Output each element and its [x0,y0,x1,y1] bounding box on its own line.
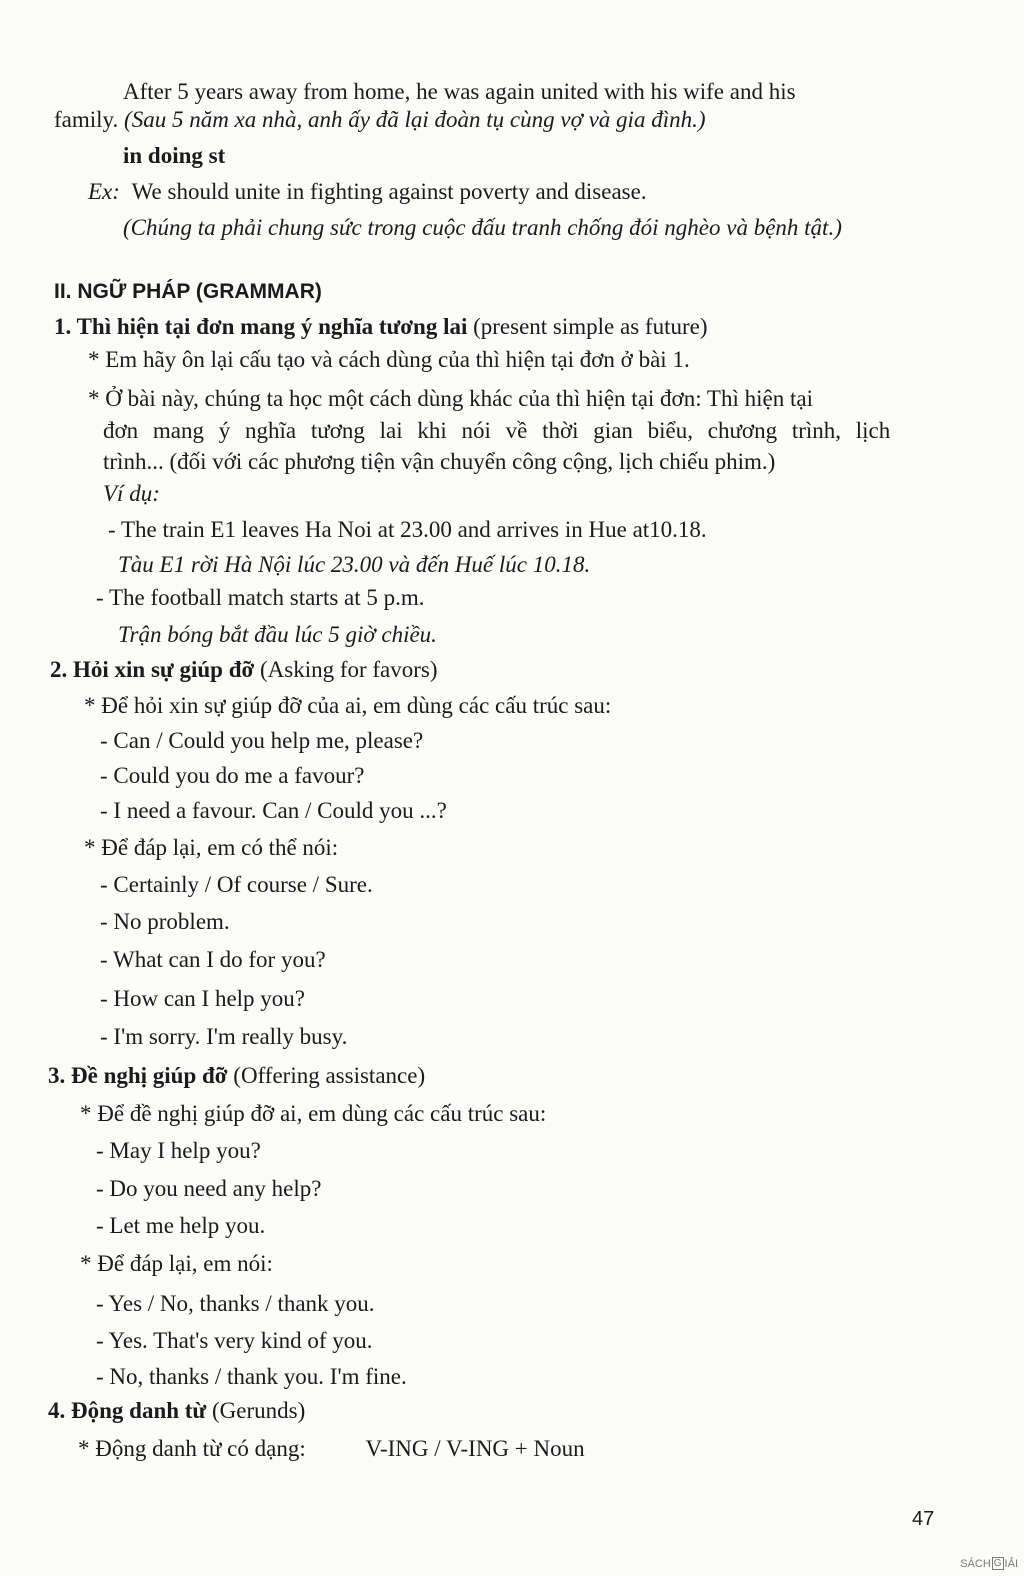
subheading-present-simple-future: 1. Thì hiện tại đơn mang ý nghĩa tương lai (present simple as future) [54,314,708,339]
translation: (Chúng ta phải chung sức trong cuộc đấu tranh chống đói nghèo và bệnh tật.) [123,215,842,240]
translation: Trận bóng bắt đầu lúc 5 giờ chiều. [118,622,437,647]
bullet-note: * Để đề nghị giúp đỡ ai, em dùng các cấu trúc sau: [80,1101,547,1126]
bullet-note: * Ở bài này, chúng ta học một cách dùng khác của thì hiện tại đơn: Thì hiện tại [88,386,813,411]
phrase-item: - No problem. [100,909,230,934]
subheading-asking-for-favors: 2. Hỏi xin sự giúp đỡ (Asking for favors) [50,657,438,682]
bullet-note: * Em hãy ôn lại cấu tạo và cách dùng của thì hiện tại đơn ở bài 1. [88,347,690,372]
page-number: 47 [912,1508,935,1530]
paragraph-line: đơn mang ý nghĩa tương lai khi nói về thời gian biểu, chương trình, lịch [103,418,891,443]
example-sentence: - The train E1 leaves Ha Noi at 23.00 and arrives in Hue at10.18. [108,517,707,542]
phrase-item: - Certainly / Of course / Sure. [100,872,373,897]
example-label: Ví dụ: [103,481,160,506]
phrase-item: - I need a favour. Can / Could you ...? [100,798,447,823]
gerund-form: * Động danh từ có dạng: V-ING / V-ING + Noun [78,1436,585,1461]
subheading-gerunds: 4. Động danh từ (Gerunds) [48,1398,306,1423]
phrase-item: - Can / Could you help me, please? [100,728,424,753]
phrase-item: - Yes. That's very kind of you. [96,1328,373,1353]
section-heading-grammar: II. NGỮ PHÁP (GRAMMAR) [54,280,322,303]
translation: Tàu E1 rời Hà Nội lúc 23.00 và đến Huế lúc 10.18. [118,552,591,577]
example-sentence: - The football match starts at 5 p.m. [96,585,425,610]
phrase-item: - I'm sorry. I'm really busy. [100,1024,348,1049]
watermark-logo: SÁCH G IẢI [960,1557,1018,1570]
bullet-note: * Để đáp lại, em có thể nói: [84,835,339,860]
phrase-item: - Let me help you. [96,1213,266,1238]
bullet-note: * Để hỏi xin sự giúp đỡ của ai, em dùng các cấu trúc sau: [84,693,612,718]
example-sentence: After 5 years away from home, he was again united with his wife and his [123,79,796,104]
example-line: Ex: We should unite in fighting against poverty and disease. [88,179,647,204]
phrase-item: - Yes / No, thanks / thank you. [96,1291,375,1316]
example-sentence-end: family. (Sau 5 năm xa nhà, anh ấy đã lại đoàn tụ cùng vợ và gia đình.) [54,107,706,132]
phrase-item: - Could you do me a favour? [100,763,365,788]
subheading-offering-assistance: 3. Đề nghị giúp đỡ (Offering assistance) [48,1063,426,1088]
usage-pattern: in doing st [123,143,226,168]
phrase-item: - Do you need any help? [96,1176,322,1201]
translation: (Sau 5 năm xa nhà, anh ấy đã lại đoàn tụ cùng vợ và gia đình.) [124,107,706,132]
gerund-formula: V-ING / V-ING + Noun [365,1436,585,1461]
ex-label: Ex: [88,179,120,204]
phrase-item: - No, thanks / thank you. I'm fine. [96,1364,407,1389]
paragraph-line: trình... (đối với các phương tiện vận chuyển công cộng, lịch chiếu phim.) [103,449,776,474]
phrase-item: - What can I do for you? [100,947,326,972]
phrase-item: - May I help you? [96,1138,261,1163]
bullet-note: * Để đáp lại, em nói: [80,1251,273,1276]
phrase-item: - How can I help you? [100,986,306,1011]
